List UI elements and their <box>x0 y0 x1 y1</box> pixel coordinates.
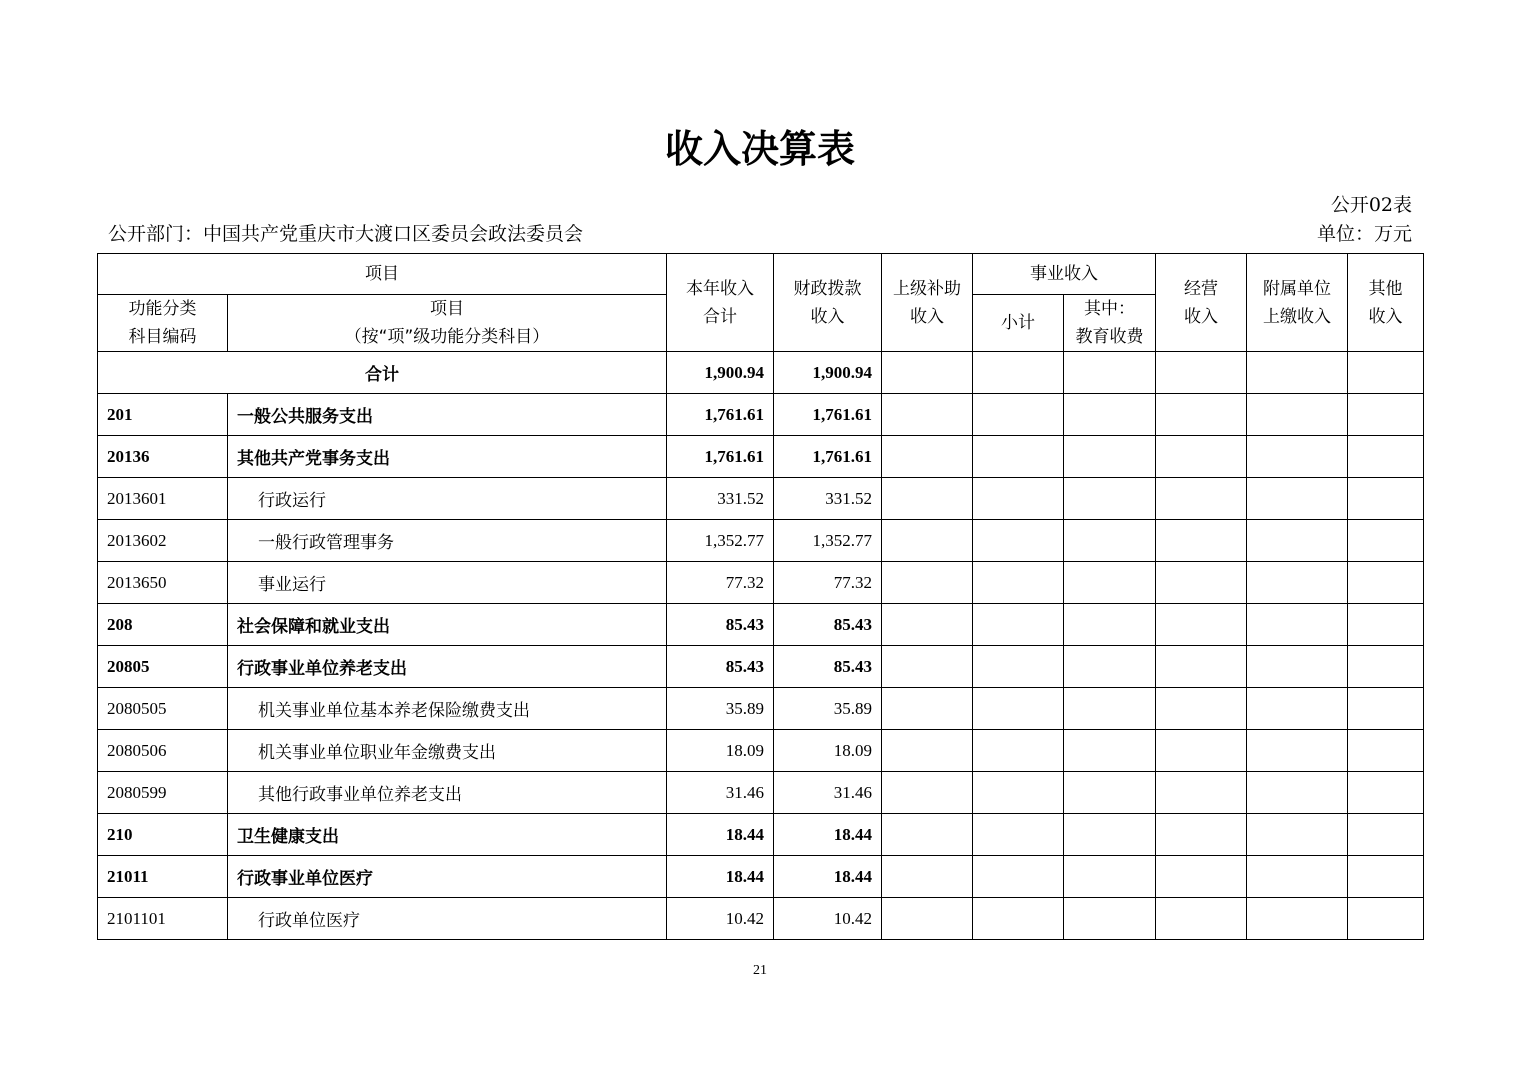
row-empty-cell <box>973 520 1064 562</box>
row-empty-cell <box>1247 856 1348 898</box>
row-total: 1,761.61 <box>667 394 774 436</box>
row-code: 2101101 <box>98 898 228 940</box>
row-code: 201 <box>98 394 228 436</box>
row-fiscal: 1,761.61 <box>774 394 882 436</box>
row-empty-cell <box>1064 814 1156 856</box>
row-empty-cell <box>973 394 1064 436</box>
row-total: 31.46 <box>667 772 774 814</box>
row-empty-cell <box>882 688 973 730</box>
row-name: 事业运行 <box>228 562 667 604</box>
row-code: 2013650 <box>98 562 228 604</box>
row-empty-cell <box>1247 562 1348 604</box>
table-row <box>98 562 1424 604</box>
row-empty-cell <box>1348 688 1424 730</box>
row-total: 35.89 <box>667 688 774 730</box>
row-empty-cell <box>1064 646 1156 688</box>
row-empty-cell <box>1348 730 1424 772</box>
row-code: 20136 <box>98 436 228 478</box>
row-name: 其他行政事业单位养老支出 <box>228 772 667 814</box>
row-empty-cell <box>882 604 973 646</box>
row-empty-cell <box>882 898 973 940</box>
row-empty-cell <box>1156 478 1247 520</box>
row-empty-cell <box>882 562 973 604</box>
row-name: 行政事业单位养老支出 <box>228 646 667 688</box>
row-empty-cell <box>973 856 1064 898</box>
row-empty-cell <box>1064 772 1156 814</box>
unit-label: 单位：万元 <box>1316 223 1412 245</box>
table-row-total <box>98 352 1424 394</box>
header-upper-subsidy: 上级补助 收入 <box>882 254 973 352</box>
row-name: 其他共产党事务支出 <box>228 436 667 478</box>
row-empty-cell <box>973 604 1064 646</box>
row-total: 77.32 <box>667 562 774 604</box>
table-row <box>98 814 1424 856</box>
row-code: 2080506 <box>98 730 228 772</box>
row-code: 2013602 <box>98 520 228 562</box>
row-empty-cell <box>973 898 1064 940</box>
row-empty-cell <box>1064 604 1156 646</box>
header-item: 项目 <box>98 254 667 295</box>
row-empty-cell <box>1156 814 1247 856</box>
row-empty-cell <box>882 646 973 688</box>
row-code: 2080505 <box>98 688 228 730</box>
row-empty-cell <box>1247 898 1348 940</box>
row-empty-cell <box>1156 856 1247 898</box>
row-empty-cell <box>1064 562 1156 604</box>
row-empty-cell <box>1156 730 1247 772</box>
header-total: 本年收入 合计 <box>667 254 774 352</box>
row-empty-cell <box>1156 688 1247 730</box>
row-empty-cell <box>1156 520 1247 562</box>
row-empty-cell <box>882 436 973 478</box>
row-fiscal: 31.46 <box>774 772 882 814</box>
page-number: 21 <box>753 963 767 978</box>
row-empty-cell <box>1247 814 1348 856</box>
row-empty-cell <box>1064 520 1156 562</box>
row-empty-cell <box>1247 436 1348 478</box>
row-name: 卫生健康支出 <box>228 814 667 856</box>
row-code: 21011 <box>98 856 228 898</box>
row-empty-cell <box>1348 394 1424 436</box>
income-statement-table <box>97 253 1424 940</box>
row-name: 机关事业单位职业年金缴费支出 <box>228 730 667 772</box>
row-empty-cell <box>1247 604 1348 646</box>
table-row <box>98 520 1424 562</box>
table-row <box>98 772 1424 814</box>
row-empty-cell <box>1156 646 1247 688</box>
row-empty-cell <box>1247 646 1348 688</box>
table-row <box>98 394 1424 436</box>
row-empty-cell <box>882 730 973 772</box>
row-empty-cell <box>1348 478 1424 520</box>
total-label: 合计 <box>98 352 667 394</box>
row-empty-cell <box>1064 730 1156 772</box>
row-total: 10.42 <box>667 898 774 940</box>
row-empty-cell <box>1156 604 1247 646</box>
row-fiscal: 18.09 <box>774 730 882 772</box>
row-fiscal: 85.43 <box>774 646 882 688</box>
row-empty-cell <box>1064 688 1156 730</box>
row-code: 208 <box>98 604 228 646</box>
row-code: 2013601 <box>98 478 228 520</box>
row-empty-cell <box>1247 730 1348 772</box>
header-other-income: 其他 收入 <box>1348 254 1424 352</box>
table-row <box>98 688 1424 730</box>
row-empty-cell <box>1247 688 1348 730</box>
row-empty-cell <box>882 772 973 814</box>
row-empty-cell <box>1156 394 1247 436</box>
row-empty-cell <box>1348 436 1424 478</box>
row-empty-cell <box>882 394 973 436</box>
row-empty-cell <box>973 814 1064 856</box>
table-row <box>98 604 1424 646</box>
header-career-income: 事业收入 <box>973 254 1156 295</box>
header-code: 功能分类 科目编码 <box>98 295 228 352</box>
row-code: 20805 <box>98 646 228 688</box>
row-empty-cell <box>882 856 973 898</box>
row-empty-cell <box>1156 898 1247 940</box>
row-empty-cell <box>1064 394 1156 436</box>
row-empty-cell <box>1064 436 1156 478</box>
row-total: 1,761.61 <box>667 436 774 478</box>
row-empty-cell <box>1348 520 1424 562</box>
row-empty-cell <box>973 562 1064 604</box>
row-total: 85.43 <box>667 646 774 688</box>
row-empty-cell <box>1064 478 1156 520</box>
row-empty-cell <box>1348 646 1424 688</box>
row-empty-cell <box>882 478 973 520</box>
row-fiscal: 331.52 <box>774 478 882 520</box>
row-empty-cell <box>1348 604 1424 646</box>
row-empty-cell <box>1247 772 1348 814</box>
row-empty-cell <box>1156 562 1247 604</box>
row-empty-cell <box>882 520 973 562</box>
table-row <box>98 730 1424 772</box>
row-empty-cell <box>1247 394 1348 436</box>
table-row <box>98 856 1424 898</box>
row-fiscal: 18.44 <box>774 814 882 856</box>
row-name: 社会保障和就业支出 <box>228 604 667 646</box>
row-fiscal: 10.42 <box>774 898 882 940</box>
row-name: 行政单位医疗 <box>228 898 667 940</box>
row-empty-cell <box>1064 898 1156 940</box>
header-name: 项目 （按“项”级功能分类科目） <box>228 295 667 352</box>
total-fiscal: 1,900.94 <box>774 352 882 394</box>
row-empty-cell <box>1348 772 1424 814</box>
row-total: 18.09 <box>667 730 774 772</box>
row-empty-cell <box>973 688 1064 730</box>
row-name: 机关事业单位基本养老保险缴费支出 <box>228 688 667 730</box>
row-total: 18.44 <box>667 814 774 856</box>
header-fiscal: 财政拨款 收入 <box>774 254 882 352</box>
row-fiscal: 1,761.61 <box>774 436 882 478</box>
total-amount: 1,900.94 <box>667 352 774 394</box>
row-empty-cell <box>973 436 1064 478</box>
row-name: 一般行政管理事务 <box>228 520 667 562</box>
row-name: 行政事业单位医疗 <box>228 856 667 898</box>
row-empty-cell <box>1348 898 1424 940</box>
row-empty-cell <box>973 646 1064 688</box>
row-empty-cell <box>1348 856 1424 898</box>
table-row <box>98 898 1424 940</box>
row-name: 一般公共服务支出 <box>228 394 667 436</box>
table-row <box>98 436 1424 478</box>
row-fiscal: 85.43 <box>774 604 882 646</box>
row-fiscal: 77.32 <box>774 562 882 604</box>
row-empty-cell <box>1247 520 1348 562</box>
row-empty-cell <box>1348 814 1424 856</box>
row-empty-cell <box>1247 478 1348 520</box>
row-code: 2080599 <box>98 772 228 814</box>
table-row <box>98 646 1424 688</box>
row-empty-cell <box>973 772 1064 814</box>
form-number: 公开02表 <box>1330 194 1412 216</box>
row-fiscal: 1,352.77 <box>774 520 882 562</box>
row-total: 331.52 <box>667 478 774 520</box>
row-fiscal: 35.89 <box>774 688 882 730</box>
page-title: 收入决算表 <box>664 127 855 171</box>
row-empty-cell <box>973 730 1064 772</box>
row-total: 85.43 <box>667 604 774 646</box>
row-empty-cell <box>1064 856 1156 898</box>
row-empty-cell <box>882 814 973 856</box>
table-row <box>98 478 1424 520</box>
row-total: 1,352.77 <box>667 520 774 562</box>
row-fiscal: 18.44 <box>774 856 882 898</box>
header-edu-fee: 其中： 教育收费 <box>1064 295 1156 352</box>
row-empty-cell <box>1156 436 1247 478</box>
header-business-income: 经营 收入 <box>1156 254 1247 352</box>
row-name: 行政运行 <box>228 478 667 520</box>
header-affiliated-income: 附属单位 上缴收入 <box>1247 254 1348 352</box>
row-code: 210 <box>98 814 228 856</box>
row-empty-cell <box>973 478 1064 520</box>
row-empty-cell <box>1348 562 1424 604</box>
department-label: 公开部门：中国共产党重庆市大渡口区委员会政法委员会 <box>108 223 584 245</box>
row-total: 18.44 <box>667 856 774 898</box>
row-empty-cell <box>1156 772 1247 814</box>
header-subtotal: 小计 <box>973 295 1064 352</box>
